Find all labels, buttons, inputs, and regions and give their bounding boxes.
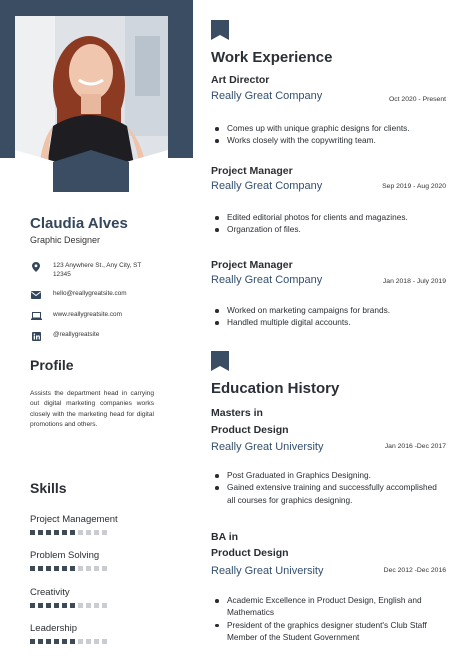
sidebar	[0, 0, 193, 669]
location-pin-icon	[30, 261, 42, 273]
skill-dot-empty	[102, 530, 107, 535]
skill-item	[30, 587, 107, 608]
skills-heading: Skills	[30, 480, 67, 496]
skill-dot-empty	[102, 566, 107, 571]
list-item: Academic Excellence in Product Design, English and Mathematics	[215, 594, 447, 619]
skill-dot-empty	[94, 566, 99, 571]
list-item: President of the graphics designer student's Club Staff Member of the Student Government	[215, 619, 447, 644]
job-bullets	[215, 122, 447, 147]
skill-dot-empty	[78, 603, 83, 608]
skill-dot-filled	[54, 530, 59, 535]
skill-dot-filled	[38, 603, 43, 608]
job-dates: Sep 2019 - Aug 2020	[382, 183, 446, 190]
skill-label: Leadership	[30, 623, 78, 634]
skill-dot-filled	[30, 530, 35, 535]
profile-heading: Profile	[30, 357, 74, 373]
contact-email[interactable]	[30, 289, 153, 301]
school-name: Really Great University	[211, 441, 324, 453]
contact-linkedin[interactable]	[30, 330, 153, 342]
skill-level-dots	[30, 603, 107, 608]
skill-dot-filled	[70, 603, 75, 608]
list-item: Organzation of files.	[215, 223, 447, 235]
education-dates: Jan 2016 -Dec 2017	[384, 443, 446, 450]
skill-dot-filled	[46, 530, 51, 535]
skill-level-dots	[30, 566, 107, 571]
skill-item	[30, 623, 107, 644]
school-name: Really Great University	[211, 565, 324, 577]
skill-dot-filled	[30, 639, 35, 644]
list-item: Post Graduated in Graphics Designing.	[215, 469, 447, 481]
list-item: Gained extensive training and successfully accomplished all courses for graphics designing.	[215, 481, 447, 506]
job-company: Really Great Company	[211, 180, 323, 192]
skill-dot-empty	[94, 530, 99, 535]
skill-label: Problem Solving	[30, 550, 100, 561]
education-dates: Dec 2012 -Dec 2016	[383, 567, 446, 574]
job-dates: Jan 2018 - July 2019	[382, 278, 446, 285]
skill-dot-filled	[38, 639, 43, 644]
work-heading: Work Experience	[211, 49, 333, 66]
skill-dot-filled	[54, 639, 59, 644]
contact-linkedin-text: @reallygreatsite	[53, 331, 100, 338]
skill-dot-empty	[78, 639, 83, 644]
skill-item	[30, 514, 118, 535]
skill-dot-filled	[70, 639, 75, 644]
skill-dot-filled	[54, 566, 59, 571]
linkedin-icon	[30, 330, 42, 342]
skill-label: Creativity	[30, 587, 70, 598]
skill-dot-filled	[62, 530, 67, 535]
skill-dot-filled	[62, 566, 67, 571]
degree-line1: BA in	[211, 531, 239, 543]
skill-dot-empty	[86, 530, 91, 535]
degree-line2: Product Design	[211, 547, 289, 559]
main-content	[211, 0, 461, 669]
job-bullets	[215, 304, 447, 329]
job-dates: Oct 2020 - Present	[388, 96, 446, 103]
skill-dot-filled	[70, 566, 75, 571]
skill-dot-filled	[46, 566, 51, 571]
contact-email-text: hello@reallygreatsite.com	[53, 290, 127, 297]
skill-label: Project Management	[30, 514, 118, 525]
skill-dot-filled	[46, 639, 51, 644]
education-section-marker	[211, 351, 229, 371]
list-item: Handled multiple digital accounts.	[215, 316, 447, 328]
photo-chevron-decoration	[15, 150, 168, 195]
skill-dot-empty	[86, 603, 91, 608]
skill-dot-filled	[70, 530, 75, 535]
skill-dot-filled	[38, 566, 43, 571]
skill-dot-filled	[30, 603, 35, 608]
skill-dot-empty	[94, 639, 99, 644]
contact-address	[30, 261, 153, 279]
education-bullets	[215, 594, 447, 644]
job-title: Project Manager	[211, 259, 293, 271]
job-company: Really Great Company	[211, 90, 323, 102]
skill-dot-empty	[78, 566, 83, 571]
list-item: Comes up with unique graphic designs for clients.	[215, 122, 447, 134]
skill-dot-filled	[30, 566, 35, 571]
skill-dot-filled	[54, 603, 59, 608]
skill-dot-empty	[78, 530, 83, 535]
degree-line1: Masters in	[211, 407, 263, 419]
profile-text: Assists the department head in carrying out digital marketing companies works closely with the marketing head for digital promotions and others.	[30, 390, 154, 428]
skill-level-dots	[30, 639, 107, 644]
degree-line2: Product Design	[211, 424, 289, 436]
job-bullets	[215, 211, 447, 236]
skill-dot-filled	[38, 530, 43, 535]
skill-dot-empty	[102, 639, 107, 644]
skill-dot-filled	[62, 603, 67, 608]
work-section-marker	[211, 20, 229, 40]
contact-website[interactable]	[30, 310, 153, 322]
list-item: Edited editorial photos for clients and magazines.	[215, 211, 447, 223]
skill-dot-filled	[46, 603, 51, 608]
job-title: Art Director	[211, 74, 270, 86]
skill-dot-empty	[102, 603, 107, 608]
contact-address-text: 123 Anywhere St., Any City, ST 12345	[53, 262, 142, 278]
person-title: Graphic Designer	[30, 235, 101, 245]
skill-dot-filled	[62, 639, 67, 644]
skill-dot-empty	[94, 603, 99, 608]
education-bullets	[215, 469, 447, 506]
person-name: Claudia Alves	[30, 215, 128, 232]
skill-dot-empty	[86, 639, 91, 644]
email-icon	[30, 289, 42, 301]
list-item: Works closely with the copywriting team.	[215, 134, 447, 146]
contact-website-text: www.reallygreatsite.com	[53, 311, 122, 318]
education-heading: Education History	[211, 380, 340, 397]
skill-level-dots	[30, 530, 118, 535]
skill-dot-empty	[86, 566, 91, 571]
laptop-icon	[30, 310, 42, 322]
skill-item	[30, 550, 107, 571]
job-company: Really Great Company	[211, 274, 323, 286]
list-item: Worked on marketing campaigns for brands.	[215, 304, 447, 316]
job-title: Project Manager	[211, 165, 293, 177]
